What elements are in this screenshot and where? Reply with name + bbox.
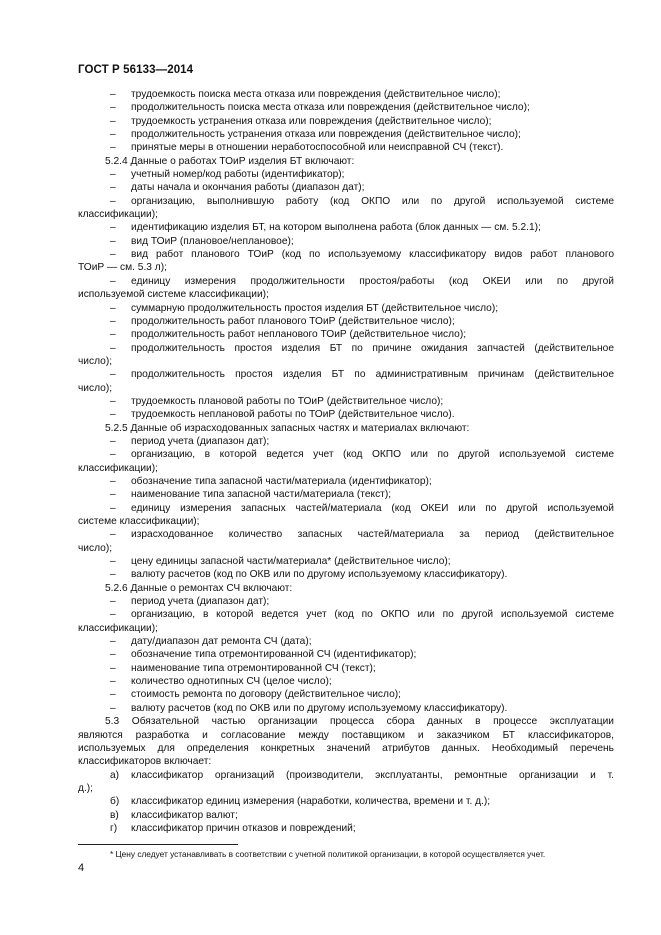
list-item: – обозначение типа отремонтированной СЧ (идентификатор); [110, 649, 417, 661]
list-item: – суммарную продолжительность простоя изделия БТ (действительное число); [110, 302, 499, 314]
list-item: – трудоемкость неплановой работы по ТОиР (действительное число). [110, 409, 455, 421]
list-item-continuation: классификации); [78, 462, 158, 474]
list-item: – наименование типа запасной части/материала (текст); [110, 489, 392, 501]
list-item: – валюту расчетов (код по ОКВ или по другому используемому классификатору). [110, 569, 508, 581]
list-item-continuation: ТОиР — см. 5.3 л); [78, 262, 167, 274]
list-item: г) классификатор причин отказов и повреждений; [110, 822, 356, 834]
list-item: – продолжительность простоя изделия БТ по причине ожидания запчастей (действительное [110, 342, 614, 354]
list-item: – организацию, в которой ведется учет (код по ОКПО или по другой используемой системе [110, 609, 614, 621]
list-item: – наименование типа отремонтированной СЧ (текст); [110, 662, 376, 674]
list-item: – обозначение типа запасной части/материала (идентификатор); [110, 475, 432, 487]
document-body [78, 88, 614, 835]
list-item: – трудоемкость устранения отказа или повреждения (действительное число); [110, 115, 492, 127]
list-item: – единицу измерения продолжительности простоя/работы (код ОКЕИ или по другой [110, 275, 614, 287]
list-item: – стоимость ремонта по договору (действительное число); [110, 689, 401, 701]
list-item-continuation: число); [78, 542, 113, 554]
section-5-3-line: являются разработка и согласование между поставщиком и заказчиком БТ классификаторов, [78, 729, 614, 741]
list-item: – израсходованное количество запасных частей/материала за период (действительное [110, 529, 614, 541]
list-item: – идентификацию изделия БТ, на котором выполнена работа (блок данных — см. 5.2.1); [110, 222, 541, 234]
list-item-continuation: число); [78, 382, 113, 394]
list-item: – продолжительность простоя изделия БТ по административным причинам (действительное [110, 369, 614, 381]
list-item-continuation: классификации); [78, 209, 158, 221]
list-item: – принятые меры в отношении неработоспособной или неисправной СЧ (текст). [110, 142, 504, 154]
list-item-continuation: число); [78, 355, 113, 367]
list-item: – период учета (диапазон дат); [110, 435, 270, 447]
list-item: – организацию, выполнившую работу (код ОКПО или по другой используемой системе [110, 195, 614, 207]
list-item: – даты начала и окончания работы (диапазон дат); [110, 182, 365, 194]
footnote-divider [78, 844, 238, 845]
list-item: – период учета (диапазон дат); [110, 596, 270, 608]
list-item: – продолжительность работ непланового ТОиР (действительное число); [110, 329, 467, 341]
list-item: – вид ТОиР (плановое/неплановое); [110, 235, 294, 247]
list-item: – продолжительность устранения отказа или повреждения (действительное число); [110, 129, 521, 141]
list-item-continuation: классификации); [78, 622, 158, 634]
list-item-continuation: д.); [78, 782, 93, 794]
footnote: * Цену следует устанавливать в соответствии с учетной политикой организации, в которой осуществляется учет. [110, 849, 546, 859]
list-item: б) классификатор единиц измерения (наработки, количества, времени и т. д.); [110, 796, 491, 808]
list-item-continuation: используемой системе классификации); [78, 289, 269, 301]
page-number: 4 [78, 862, 85, 874]
section-5-3-line: используемых для определения конкретных значений атрибутов данных. Необходимый перечень [78, 742, 614, 754]
list-item: – дату/диапазон дат ремонта СЧ (дата); [110, 636, 312, 648]
list-item: – количество однотипных СЧ (целое число); [110, 676, 332, 688]
section-5-2-4-heading: 5.2.4 Данные о работах ТОиР изделия БТ включают: [105, 155, 355, 167]
list-item-continuation: системе классификации); [78, 516, 200, 527]
list-item: – цену единицы запасной части/материала* (действительное число); [110, 556, 451, 568]
list-item: а) классификатор организаций (производители, эксплуатанты, ремонтные организации и т. [110, 769, 614, 781]
section-5-2-5-heading: 5.2.5 Данные об израсходованных запасных частях и материалах включают: [105, 422, 470, 434]
section-5-3-line: 5.3 Обязательной частью организации процесса сбора данных в процессе эксплуатации [105, 716, 614, 728]
list-item: – учетный номер/код работы (идентификатор); [110, 169, 345, 181]
list-item: – продолжительность поиска места отказа или повреждения (действительное число); [110, 102, 530, 114]
standard-header: ГОСТ Р 56133—2014 [78, 64, 194, 76]
list-item: – трудоемкость поиска места отказа или повреждения (действительное число); [110, 89, 501, 100]
section-5-2-6-heading: 5.2.6 Данные о ремонтах СЧ включают: [105, 582, 293, 594]
list-item: в) классификатор валют; [110, 809, 238, 821]
list-item: – трудоемкость плановой работы по ТОиР (действительное число); [110, 395, 444, 407]
list-item: – валюту расчетов (код по ОКВ или по другому используемому классификатору). [110, 702, 508, 714]
list-item: – единицу измерения запасных частей/материала (код ОКЕИ или по другой используемой [110, 502, 614, 514]
list-item: – продолжительность работ планового ТОиР (действительное число); [110, 315, 455, 327]
list-item: – вид работ планового ТОиР (код по используемому классификатору видов работ планового [110, 249, 614, 261]
list-item: – организацию, в которой ведется учет (код ОКПО или по другой используемой системе [110, 449, 614, 461]
section-5-3-line: классификаторов включает: [78, 756, 212, 768]
